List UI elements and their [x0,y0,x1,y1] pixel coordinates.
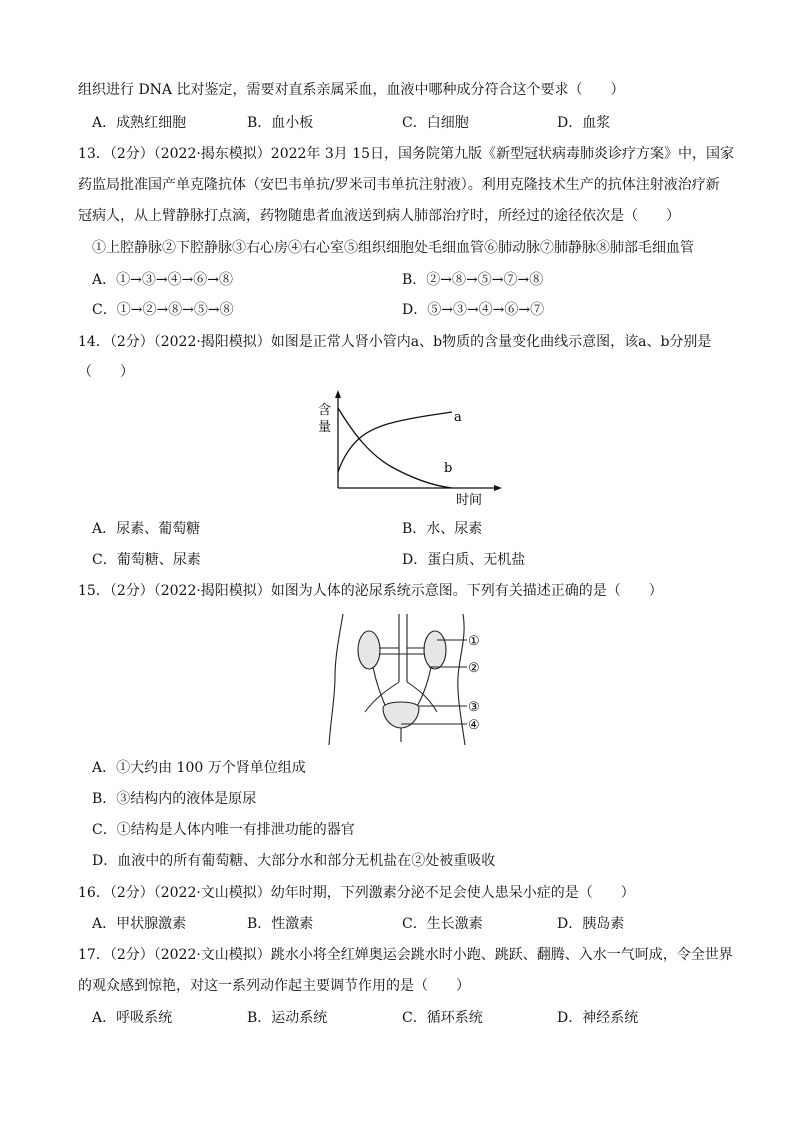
x-axis-label: 时间 [456,493,483,508]
q13-option-a[interactable]: A．①→③→④→⑥→⑧ [92,272,234,288]
q13-option-d[interactable]: D．⑤→③→④→⑥→⑦ [402,302,545,318]
q13-stem-line-3: 冠病人，从上臂静脉打点滴，药物随患者血液送到病人肺部治疗时，所经过的途径依次是（ ） [78,208,680,224]
y-axis-label-1: 含 [318,403,332,418]
q17-stem-line-2: 的观众感到惊艳，对这一系列动作起主要调节作用的是（ ） [78,978,470,994]
q14-option-a[interactable]: A．尿素、葡萄糖 [92,521,201,537]
figure-label-1: ① [468,634,480,649]
q16-option-b[interactable]: B．性激素 [247,916,314,932]
q13-steps: ①上腔静脉②下腔静脉③右心房④右心室⑤组织细胞处毛细血管⑥肺动脉⑦肺静脉⑧肺部毛细血管 [92,240,694,256]
q17-option-a[interactable]: A．呼吸系统 [92,1010,173,1026]
q13-stem-line-2: 药监局批准国产单克隆抗体（安巴韦单抗/罗米司韦单抗注射液）。利用克隆技术生产的抗体注射液治疗新 [78,177,720,193]
q14-option-c[interactable]: C．葡萄糖、尿素 [92,552,201,568]
q17-option-c[interactable]: C．循环系统 [402,1010,483,1026]
q15-option-b[interactable]: B．③结构内的液体是原尿 [92,791,257,807]
q16-option-a[interactable]: A．甲状腺激素 [92,916,187,932]
q12-option-d[interactable]: D．血浆 [557,115,611,131]
x-axis-arrow [494,485,502,491]
q14-option-b[interactable]: B．水、尿素 [402,521,483,537]
y-axis-arrow [335,390,341,398]
right-ureter [415,667,431,710]
q15-stem: 15．（2分）（2022·揭阳模拟）如图为人体的泌尿系统示意图。下列有关描述正确的是（ ） [78,583,663,599]
q15-option-d[interactable]: D．血液中的所有葡萄糖、大部分水和部分无机盐在②处被重吸收 [92,853,496,869]
q12-option-a[interactable]: A．成熟红细胞 [92,115,187,131]
q17-stem-line-1: 17．（2分）（2022·文山模拟）跳水小将全红婵奥运会跳水时小跑、跳跃、翻腾、入水一气呵成，令全世界 [78,947,733,963]
q13-option-b[interactable]: B．②→⑧→⑤→⑦→⑧ [402,272,544,288]
curve-a [338,412,452,472]
q15-option-c[interactable]: C．①结构是人体内唯一有排泄功能的器官 [92,822,355,838]
left-kidney [358,631,380,669]
figure-label-3: ③ [468,700,480,715]
q13-option-c[interactable]: C．①→②→⑧→⑤→⑧ [92,302,234,318]
curve-b [338,408,452,488]
q17-option-d[interactable]: D．神经系统 [557,1010,639,1026]
y-axis-label-2: 量 [318,420,332,435]
q14-option-d[interactable]: D．蛋白质、无机盐 [402,552,526,568]
q17-option-b[interactable]: B．运动系统 [247,1010,328,1026]
left-ureter [373,667,387,710]
q16-stem: 16．（2分）（2022·文山模拟）幼年时期，下列激素分泌不足会使人患呆小症的是（ ） [78,885,635,901]
q14-curve-figure [300,388,520,510]
figure-label-2: ② [468,661,480,676]
q12-option-c[interactable]: C．白细胞 [402,115,469,131]
torso-right-outline [458,614,465,745]
q15-urinary-system-figure [325,612,495,747]
q13-stem-line-1: 13．（2分）（2022·揭东模拟）2022年 3月 15日，国务院第九版《新型冠状病毒肺炎诊疗方案》中，国家 [78,146,735,162]
q16-option-d[interactable]: D．胰岛素 [557,916,625,932]
torso-left-outline [329,614,343,745]
q12-stem-tail: 组织进行 DNA 比对鉴定，需要对直系亲属采血，血液中哪种成分符合这个要求（ ） [78,82,625,98]
q12-option-b[interactable]: B．血小板 [247,115,314,131]
curve-b-label: b [444,461,453,476]
right-kidney [424,631,446,669]
q14-stem-line-2: （ ） [78,364,134,380]
q16-option-c[interactable]: C．生长激素 [402,916,483,932]
right-renal-vessels [399,648,425,654]
q14-stem-line-1: 14．（2分）（2022·揭阳模拟）如图是正常人肾小管内a、b物质的含量变化曲线示意图，该a、b分别是 [78,334,712,350]
curve-a-label: a [454,410,462,425]
left-renal-vessels [379,648,407,654]
figure-label-4: ④ [468,718,480,733]
q15-option-a[interactable]: A．①大约由 100 万个肾单位组成 [92,760,306,776]
